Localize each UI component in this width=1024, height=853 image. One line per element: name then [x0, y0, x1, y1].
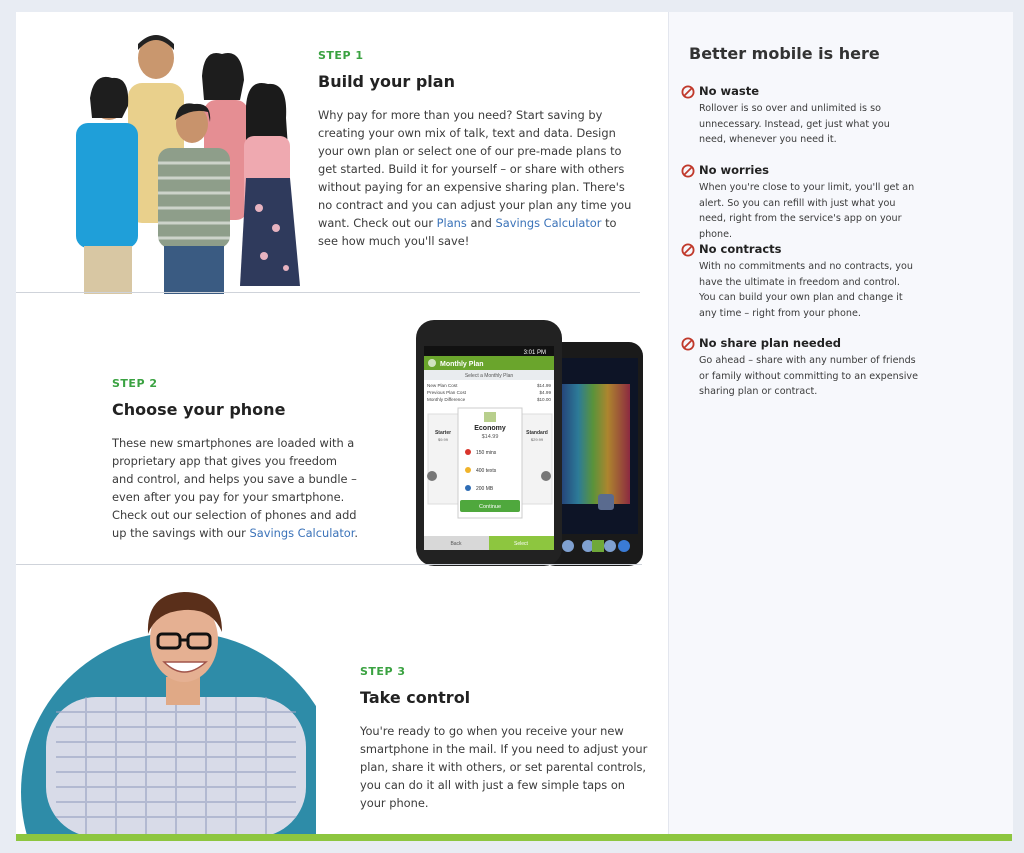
ban-icon [681, 243, 695, 257]
section-divider [16, 292, 640, 293]
benefit-title: No contracts [699, 242, 782, 256]
phone-time: 3:01 PM [523, 350, 546, 356]
plan-name: Standard [526, 430, 548, 436]
plan-feature: 150 mins [476, 450, 497, 456]
benefit-text: With no commitments and no contracts, you have the ultimate in freedom and control. You can build your own plan and change it any time – right from your phone. [699, 261, 913, 319]
smartphones-image [396, 314, 646, 566]
ban-icon [681, 164, 695, 178]
page-frame [16, 12, 1012, 841]
step1-body-text: Why pay for more than you need? Start saving by creating your own mix of talk, text and data. Design your own plan or select one of our pre-made plans to get started. Build it for yourself – or share with others without paying for an expensive sharing plan. There's no contract and you can adjust your plan any time you want. Check out our [318, 108, 632, 230]
benefit-title: No worries [699, 163, 769, 177]
section-divider [16, 564, 642, 565]
plans-link[interactable]: Plans [436, 216, 467, 230]
ban-icon [681, 337, 695, 351]
phone-back: Back [450, 541, 462, 547]
benefit-text: When you're close to your limit, you'll get an alert. So you can refill with just what you need, right from the service's app on your phone. [699, 182, 915, 240]
phone-select-label: Select a Monthly Plan [464, 373, 514, 379]
phone-row-label: New Plan Cost [427, 383, 458, 388]
step1-body-and: and [466, 216, 496, 230]
family-photo [54, 28, 304, 294]
benefit-text: Rollover is so over and unlimited is so unnecessary. Instead, get just what you need, whenever you need it. [699, 103, 890, 145]
step2-title: Choose your phone [112, 400, 286, 419]
plan-price: $9.99 [437, 437, 449, 442]
plan-feature: 200 MB [476, 486, 494, 492]
phone-continue: Continue [478, 504, 502, 510]
sidebar [668, 12, 1013, 834]
ban-icon [681, 85, 695, 99]
step2-body-text: These new smartphones are loaded with a proprietary app that gives you freedom and control, and helps you save a bundle – even after you pay for your smartphone. Check out our selection of phones and add up the savings with our [112, 436, 357, 540]
step1-label: STEP 1 [318, 49, 364, 62]
benefit-title: No waste [699, 84, 760, 98]
step3-body: You're ready to go when you receive your new smartphone in the mail. If you need to adjust your plan, share it with others, or set parental controls, you can do it all with just a few simple taps on your phone. [360, 724, 648, 810]
phone-row-value: $14.99 [536, 383, 551, 388]
step1-title: Build your plan [318, 72, 455, 91]
phone-row-value: $10.00 [536, 397, 551, 402]
plan-price: $14.99 [481, 434, 499, 440]
bottom-accent-bar [16, 834, 1012, 841]
plan-name: Economy [474, 425, 506, 432]
phone-row-value: $4.99 [539, 390, 551, 395]
step3-label: STEP 3 [360, 665, 406, 678]
step2-label: STEP 2 [112, 377, 158, 390]
phone-header: Monthly Plan [440, 361, 484, 368]
step1-body-end: to see how much you'll save! [318, 216, 617, 248]
benefit-title: No share plan needed [699, 336, 841, 350]
plan-price: $29.99 [530, 437, 544, 442]
phone-row-label: Previous Plan Cost [427, 390, 467, 395]
step2-body-end: . [354, 526, 359, 540]
young-man-photo [16, 582, 316, 834]
main-content [16, 12, 668, 834]
plan-name: Starter [434, 430, 452, 436]
step3-title: Take control [360, 688, 471, 707]
step2-body [112, 434, 362, 542]
plan-feature: 400 texts [476, 468, 497, 474]
benefit-text: Go ahead – share with any number of friends or family without committing to an expensive sharing plan or contract. [699, 355, 918, 397]
sidebar-title: Better mobile is here [689, 44, 880, 63]
phone-select: Select [514, 541, 528, 547]
savings-calculator-link[interactable]: Savings Calculator [495, 216, 602, 230]
step1-body [318, 106, 638, 250]
savings-calculator-link-2[interactable]: Savings Calculator [249, 526, 355, 540]
phone-row-label: Monthly Difference [427, 397, 466, 402]
